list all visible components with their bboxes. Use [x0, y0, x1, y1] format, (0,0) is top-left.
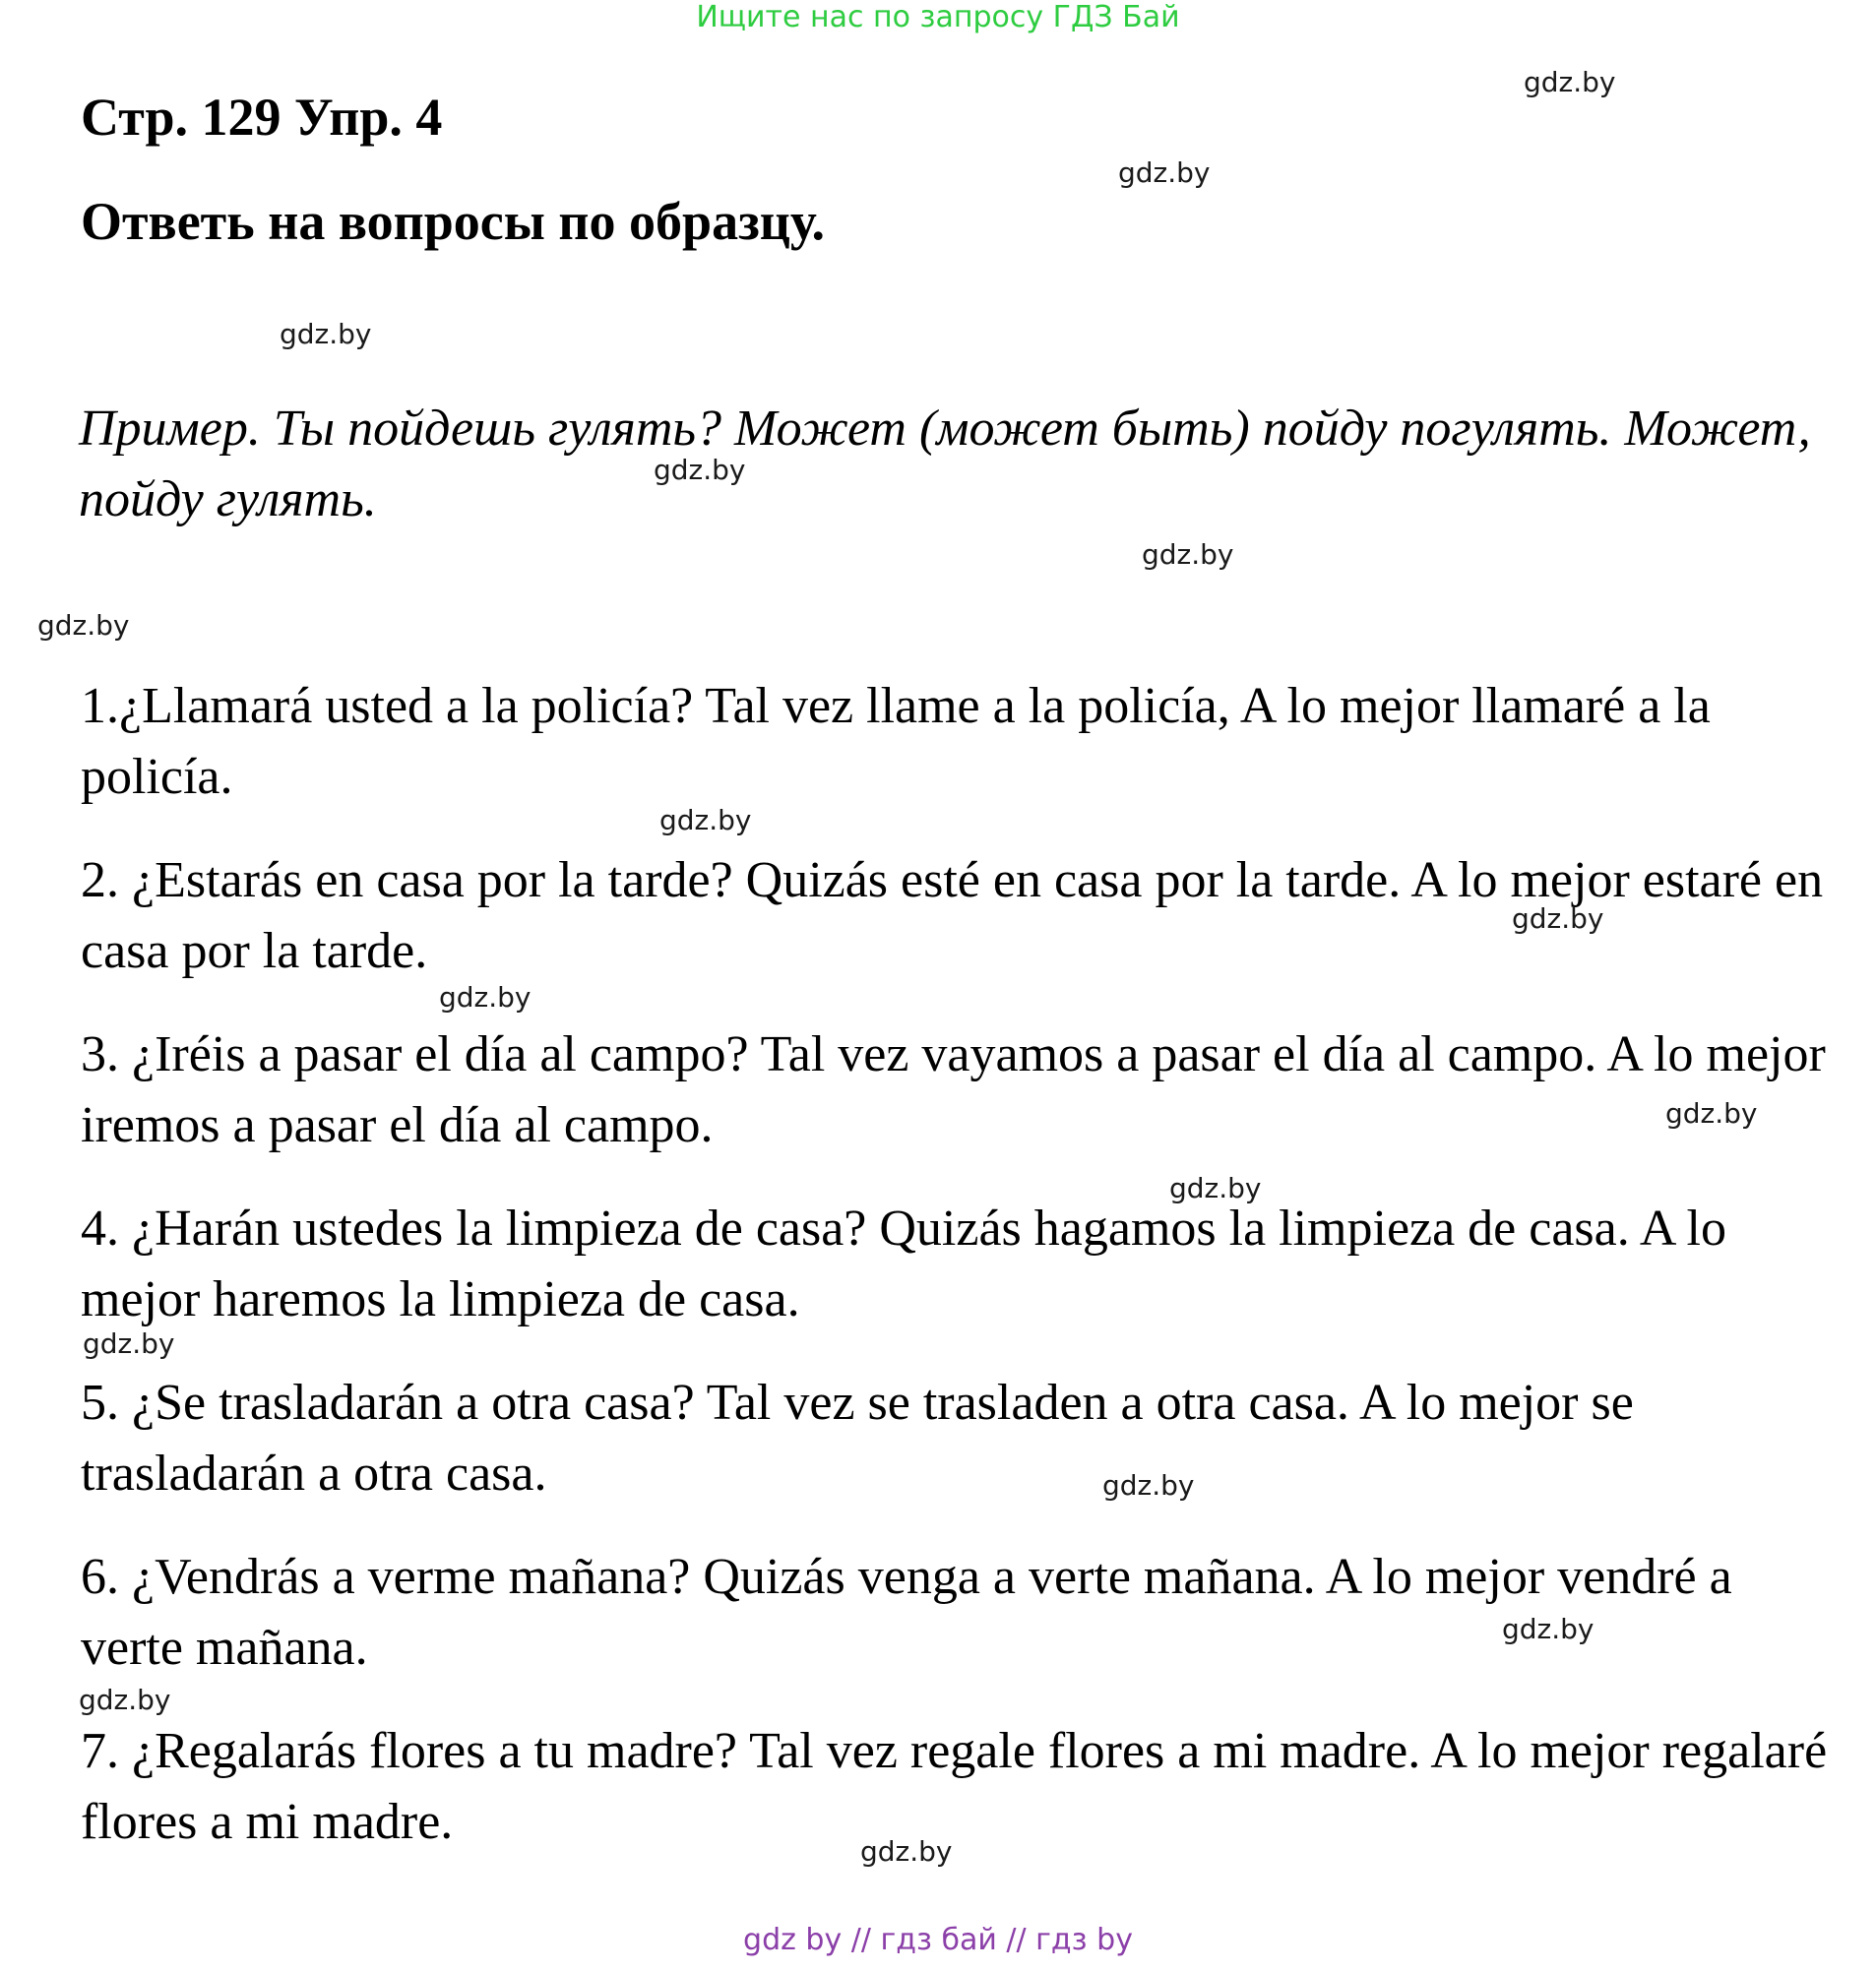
answer-item-4: 4. ¿Harán ustedes la limpieza de casa? Quizás hagamos la limpieza de casa. A lo mejor haremos la limpieza de casa. [81, 1201, 1726, 1327]
example-text: Пример. Ты пойдешь гулять? Может (может быть) пойду погулять. Может, пойду гулять. [79, 401, 1811, 527]
footer-banner: gdz by // гдз бай // гдз by [743, 1923, 1133, 1957]
answer-item-5: 5. ¿Se trasladarán a otra casa? Tal vez se trasladen a otra casa. A lo mejor se trasladarán a otra casa. [81, 1375, 1634, 1502]
watermark: gdz.by [659, 804, 752, 836]
watermark: gdz.by [1169, 1172, 1262, 1204]
watermark: gdz.by [1665, 1097, 1758, 1130]
watermark: gdz.by [1118, 156, 1211, 189]
watermark: gdz.by [860, 1835, 953, 1868]
watermark: gdz.by [83, 1327, 175, 1360]
answer-item-1: 1.¿Llamará usted a la policía? Tal vez llame a la policía, A lo mejor llamaré a la policía. [81, 678, 1711, 805]
watermark: gdz.by [37, 609, 130, 642]
watermark: gdz.by [1512, 902, 1604, 935]
answer-item-6: 6. ¿Vendrás a verme mañana? Quizás venga a verte mañana. A lo mejor vendré a verte mañana. [81, 1549, 1732, 1676]
watermark: gdz.by [1502, 1613, 1595, 1645]
answer-item-3: 3. ¿Iréis a pasar el día al campo? Tal vez vayamos a pasar el día al campo. A lo mejor iremos a pasar el día al campo. [81, 1026, 1826, 1153]
watermark: gdz.by [280, 318, 372, 350]
answer-item-2: 2. ¿Estarás en casa por la tarde? Quizás esté en casa por la tarde. A lo mejor estaré en casa por la tarde. [81, 852, 1824, 979]
answer-item-7: 7. ¿Regalarás flores a tu madre? Tal vez regale flores a mi madre. A lo mejor regalaré flores a mi madre. [81, 1723, 1828, 1850]
watermark: gdz.by [79, 1684, 171, 1716]
watermark: gdz.by [654, 454, 746, 486]
watermark: gdz.by [1142, 538, 1234, 571]
watermark: gdz.by [1102, 1469, 1195, 1502]
watermark: gdz.by [1524, 66, 1616, 98]
task-instruction: Ответь на вопросы по образцу. [81, 192, 825, 251]
watermark: gdz.by [439, 981, 532, 1014]
page-title: Стр. 129 Упр. 4 [81, 88, 443, 147]
answer-list [81, 671, 1843, 1890]
top-banner: Ищите нас по запросу ГДЗ Бай [696, 0, 1180, 34]
